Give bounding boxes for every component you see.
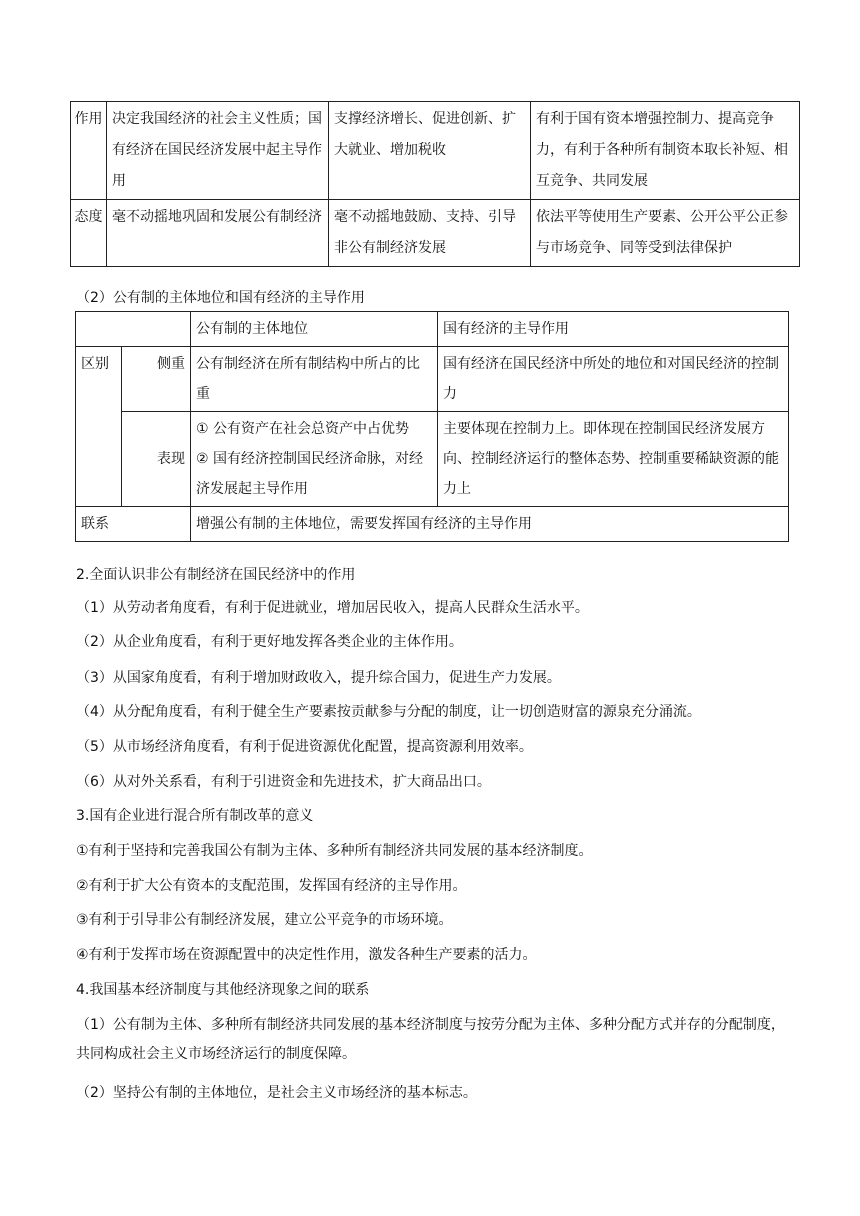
table-cell: 增强公有制的主体地位，需要发挥国有经济的主导作用 (191, 507, 789, 542)
heading-point-4: 4.我国基本经济制度与其他经济现象之间的联系 (76, 982, 370, 998)
section-title: （2）公有制的主体地位和国有经济的主导作用 (76, 290, 365, 306)
list-item: ① 公有资产在社会总资产中占优势 (196, 421, 410, 437)
header-empty-cell (76, 312, 191, 347)
table-cell: 毫不动摇地巩固和发展公有制经济 (107, 200, 329, 267)
list-item: （1）公有制为主体、多种所有制经济共同发展的基本经济制度与按劳分配为主体、多种分配方式并存的分配制度，共同构成社会主义市场经济运行的制度保障。 (76, 1017, 785, 1062)
sub-label-manifestation: 表现 (122, 412, 191, 507)
table-row (76, 412, 789, 507)
table-row (76, 507, 789, 542)
table-cell: 国有经济在国民经济中所处的地位和对国民经济的控制力 (438, 347, 789, 412)
comparison-table-1 (70, 101, 800, 267)
list-item: （3）从国家角度看，有利于增加财政收入，提升综合国力，促进生产力发展。 (76, 670, 561, 686)
column-header: 公有制的主体地位 (191, 312, 438, 347)
row-label-role: 作用 (71, 102, 107, 200)
table-header-row (76, 312, 789, 347)
table-cell: 支撑经济增长、促进创新、扩大就业、增加税收 (329, 102, 531, 200)
comparison-table-2 (75, 311, 789, 542)
list-item: ② 国有经济控制国民经济命脉，对经济发展起主导作用 (196, 451, 424, 497)
row-label-link: 联系 (76, 507, 191, 542)
table-cell: 毫不动摇地鼓励、支持、引导非公有制经济发展 (329, 200, 531, 267)
group-label-difference: 区别 (76, 347, 122, 507)
table-cell: 主要体现在控制力上。即体现在控制国民经济发展方向、控制经济运行的整体态势、控制重要稀缺资源的能力上 (438, 412, 789, 507)
heading-point-2: 2.全面认识非公有制经济在国民经济中的作用 (76, 567, 356, 583)
list-item: （2）从企业角度看，有利于更好地发挥各类企业的主体作用。 (76, 634, 463, 650)
list-item: ②有利于扩大公有资本的支配范围，发挥国有经济的主导作用。 (76, 878, 467, 894)
list-item: ①有利于坚持和完善我国公有制为主体、多种所有制经济共同发展的基本经济制度。 (76, 843, 593, 859)
row-label-attitude: 态度 (71, 200, 107, 267)
table-cell: 决定我国经济的社会主义性质；国有经济在国民经济发展中起主导作用 (107, 102, 329, 200)
table-cell: 有利于国有资本增强控制力、提高竞争力，有利于各种所有制资本取长补短、相互竞争、共同发展 (531, 102, 800, 200)
sub-label-focus: 侧重 (122, 347, 191, 412)
list-item: ③有利于引导非公有制经济发展，建立公平竞争的市场环境。 (76, 912, 453, 928)
list-item: （6）从对外关系看，有利于引进资金和先进技术，扩大商品出口。 (76, 774, 491, 790)
table-cell (191, 412, 438, 507)
list-item: （1）从劳动者角度看，有利于促进就业，增加居民收入，提高人民群众生活水平。 (76, 600, 589, 616)
table-cell: 依法平等使用生产要素、公开公平公正参与市场竞争、同等受到法律保护 (531, 200, 800, 267)
list-item: （5）从市场经济角度看，有利于促进资源优化配置，提高资源利用效率。 (76, 739, 533, 755)
column-header: 国有经济的主导作用 (438, 312, 789, 347)
table-row (76, 347, 789, 412)
list-item: （4）从分配角度看，有利于健全生产要素按贡献参与分配的制度，让一切创造财富的源泉充分涌流。 (76, 704, 701, 720)
heading-point-3: 3.国有企业进行混合所有制改革的意义 (76, 808, 314, 824)
table-row (71, 200, 800, 267)
table-cell: 公有制经济在所有制结构中所占的比重 (191, 347, 438, 412)
list-item: ④有利于发挥市场在资源配置中的决定性作用，激发各种生产要素的活力。 (76, 947, 537, 963)
table-row (71, 102, 800, 200)
list-item: （2）坚持公有制的主体地位，是社会主义市场经济的基本标志。 (76, 1085, 477, 1101)
